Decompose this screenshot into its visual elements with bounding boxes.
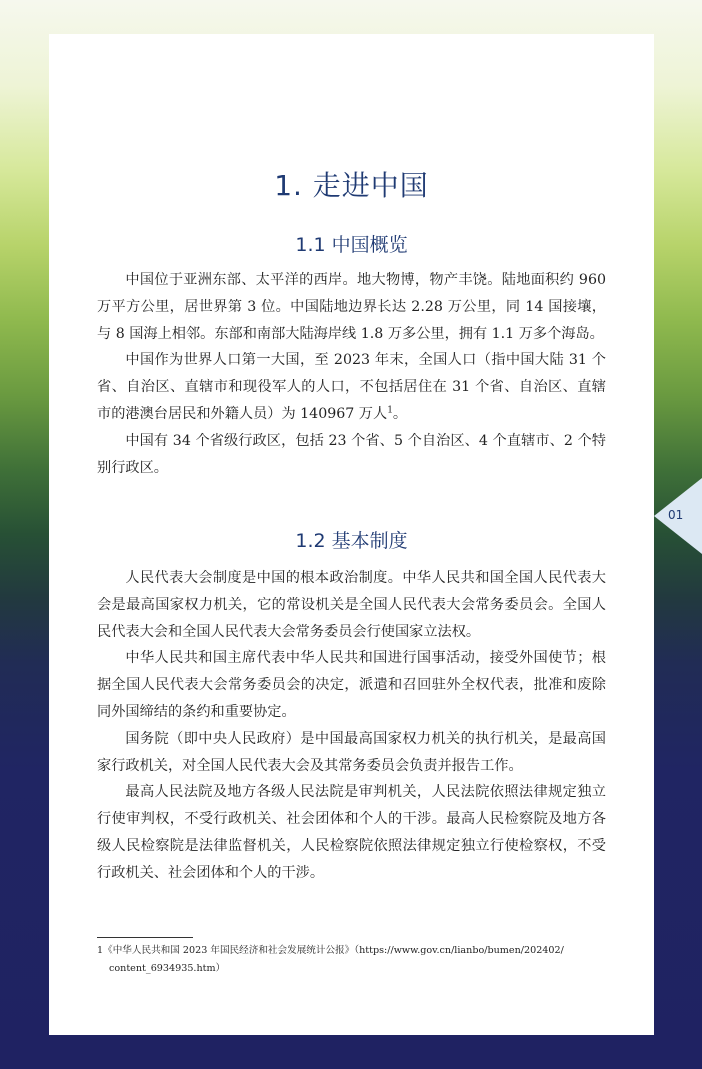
paragraph: 人民代表大会制度是中国的根本政治制度。中华人民共和国全国人民代表大会是最高国家权力机关，它的常设机关是全国人民代表大会常务委员会。全国人民代表大会和全国人民代表大会常务委员会行使国家立法权。	[97, 570, 606, 640]
paragraph: 最高人民法院及地方各级人民法院是审判机关，人民法院依照法律规定独立行使审判权，不受行政机关、社会团体和个人的干涉。最高人民检察院及地方各级人民检察院是法律监督机关，人民检察院依照法律规定独立行使检察权，不受行政机关、社会团体和个人的干涉。	[97, 784, 606, 881]
paragraph-end: 。	[392, 405, 408, 422]
chapter-title: 1. 走进中国	[274, 169, 429, 202]
paragraph-with-footnote	[97, 347, 606, 427]
footnote-line-2: content_6934935.htm）	[109, 963, 226, 974]
paragraph: 中国有 34 个省级行政区，包括 23 个省、5 个自治区、4 个直辖市、2 个特别行政区。	[97, 432, 606, 476]
section-body-institutions	[97, 565, 606, 887]
section-heading-overview: 1.1 中国概览	[295, 234, 408, 256]
footnote-line-1: 1《中华人民共和国 2023 年国民经济和社会发展统计公报》（https://www.gov.cn/lianbo/bumen/202402/	[97, 945, 564, 956]
paragraph: 中国位于亚洲东部、太平洋的西岸。地大物博，物产丰饶。陆地面积约 960 万平方公里，居世界第 3 位。中国陆地边界长达 2.28 万公里，同 14 国接壤，与 8 国海上相邻。东部和南部大陆海岸线 1.8 万多公里，拥有 1.1 万多个海岛。	[97, 272, 606, 342]
section-heading-institutions: 1.2 基本制度	[295, 530, 408, 552]
paragraph-text: 中国作为世界人口第一大国，至 2023 年末，全国人口（指中国大陆 31 个省、自治区、直辖市和现役军人的人口，不包括居住在 31 个省、自治区、直辖市的港澳台居民和外籍人员）为 140967 万人	[97, 352, 606, 422]
section-body-overview	[97, 267, 606, 481]
page-number: 01	[668, 508, 684, 522]
footnote-reference[interactable]: 1	[387, 405, 393, 416]
footnote-divider	[97, 937, 193, 938]
footnote	[97, 942, 606, 978]
paragraph: 中华人民共和国主席代表中华人民共和国进行国事活动，接受外国使节；根据全国人民代表大会常务委员会的决定，派遣和召回驻外全权代表，批准和废除同外国缔结的条约和重要协定。	[97, 650, 606, 720]
document-page	[49, 34, 654, 1035]
paragraph: 国务院（即中央人民政府）是中国最高国家权力机关的执行机关，是最高国家行政机关，对全国人民代表大会及其常务委员会负责并报告工作。	[97, 730, 606, 774]
